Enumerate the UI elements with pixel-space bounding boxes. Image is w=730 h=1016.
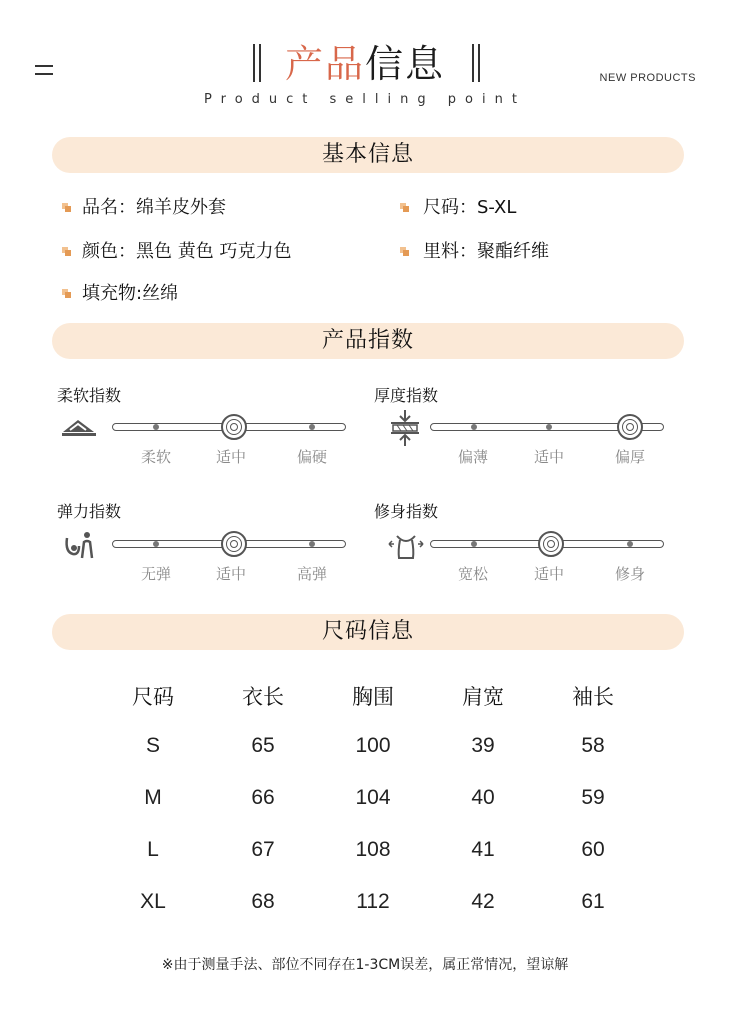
section-size-info: 尺码信息 (52, 614, 684, 650)
size-header-cell: 肩宽 (462, 685, 504, 709)
softness-label: 柔软 (140, 448, 171, 466)
softness-icon (60, 414, 98, 438)
size-cell: 112 (356, 890, 390, 913)
thickness-label: 偏厚 (614, 448, 645, 466)
size-cell: 104 (355, 786, 391, 809)
size-cell: S (145, 734, 160, 757)
new-products-label: NEW PRODUCTS (599, 72, 696, 84)
info-colors: 颜色：黑色 黄色 巧克力色 (82, 241, 292, 262)
fit-dot (627, 541, 633, 547)
softness-knob (221, 414, 247, 440)
index-title-fit: 修身指数 (374, 502, 439, 521)
size-cell: 39 (471, 734, 495, 757)
size-header-cell: 胸围 (352, 685, 394, 709)
softness-label: 偏硬 (296, 448, 327, 466)
thickness-label: 偏薄 (457, 448, 488, 466)
section-basic-info: 基本信息 (52, 137, 684, 173)
thickness-dot (471, 424, 477, 430)
size-cell: 108 (355, 838, 391, 861)
size-cell: M (144, 786, 162, 809)
size-header-cell: 尺码 (132, 685, 174, 709)
softness-label: 适中 (215, 448, 246, 466)
info-filling: 填充物:丝绵 (82, 283, 179, 304)
fit-dot (471, 541, 477, 547)
elasticity-icon (63, 530, 97, 560)
thickness-dot (546, 424, 552, 430)
info-size-range: 尺码：S-XL (423, 197, 517, 218)
page-subtitle: Product selling point (204, 92, 526, 107)
fit-label: 宽松 (457, 565, 488, 583)
page-title: 产品信息 (284, 42, 446, 86)
fit-knob (538, 531, 564, 557)
size-header-cell: 袖长 (572, 685, 614, 709)
elasticity-label: 适中 (215, 565, 246, 583)
thickness-label: 适中 (533, 448, 564, 466)
size-cell: 59 (581, 786, 605, 809)
section-product-index: 产品指数 (52, 323, 684, 359)
bullet-icon (400, 203, 409, 212)
size-header-cell: 衣长 (242, 685, 284, 709)
info-product-name: 品名：绵羊皮外套 (82, 197, 226, 218)
size-cell: XL (140, 890, 166, 913)
elasticity-knob (221, 531, 247, 557)
fit-label: 适中 (533, 565, 564, 583)
fit-label: 修身 (614, 565, 645, 583)
bullet-icon (62, 289, 71, 298)
index-title-thickness: 厚度指数 (374, 386, 439, 405)
info-lining: 里料：聚酯纤维 (423, 241, 549, 262)
size-cell: 100 (355, 734, 391, 757)
fit-icon (388, 532, 424, 560)
elasticity-dot (153, 541, 159, 547)
size-cell: 60 (581, 838, 605, 861)
thickness-icon (389, 408, 421, 448)
softness-dot (153, 424, 159, 430)
elasticity-dot (309, 541, 315, 547)
size-cell: 41 (471, 838, 495, 861)
index-title-softness: 柔软指数 (57, 386, 122, 405)
size-cell: 61 (581, 890, 605, 913)
thickness-knob (617, 414, 643, 440)
size-cell: 40 (471, 786, 495, 809)
elasticity-label: 无弹 (140, 565, 171, 583)
size-cell: 58 (581, 734, 605, 757)
size-cell: 67 (251, 838, 275, 861)
measurement-note: ※由于测量手法、部位不同存在1-3CM误差，属正常情况，望谅解 (161, 957, 569, 973)
bullet-icon (400, 247, 409, 256)
size-cell: 42 (471, 890, 495, 913)
size-cell: 68 (251, 890, 275, 913)
bullet-icon (62, 247, 71, 256)
elasticity-label: 高弹 (296, 565, 327, 583)
softness-dot (309, 424, 315, 430)
size-cell: 66 (251, 786, 275, 809)
bullet-icon (62, 203, 71, 212)
size-cell: L (147, 838, 159, 861)
size-cell: 65 (251, 734, 275, 757)
index-title-elasticity: 弹力指数 (57, 502, 122, 521)
